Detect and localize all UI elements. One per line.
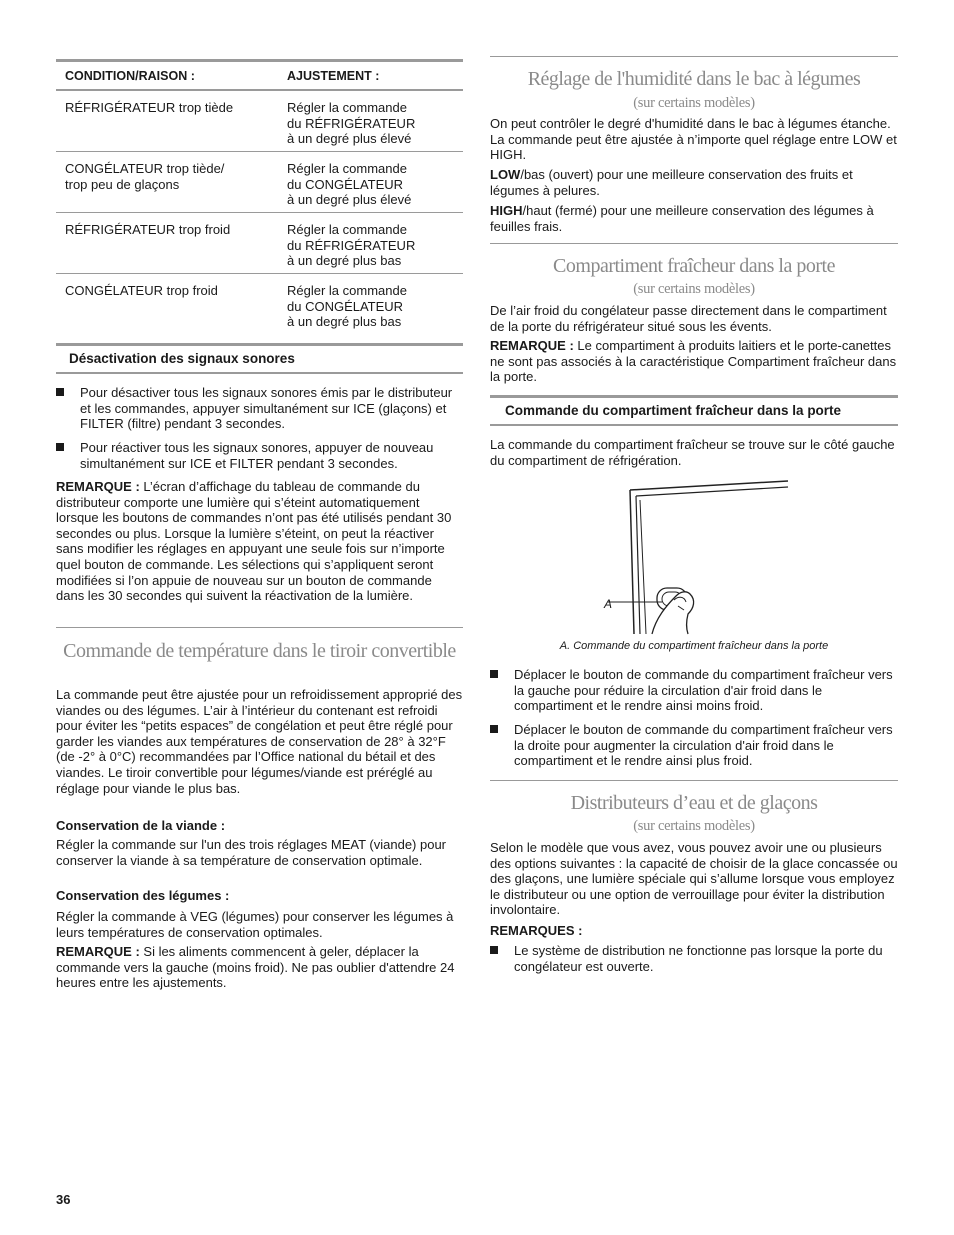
table-row [56,152,463,213]
water-subtitle: (sur certains modèles) [633,818,755,834]
hand-icon [652,592,694,634]
figure-label: A [604,597,613,611]
row-adjustment: Régler la commande du CONGÉLATEUR à un degré plus bas [287,283,407,330]
adjustment-table [56,59,463,334]
note-text: L’écran d’affichage du tableau de commande du distributeur comporte une lumière qui s’éteint automatiquement lorsque les boutons de commandes n’ont pas été utilisés pendant 30 secondes ou plus. Lorsque la lumière s’éteint, on peut la réactiver sans modifier les réglages en appuyant une seule fois sur n’importe quel bouton de commande. Les sélections qui s’appliquent seront modifiées si l’on appuie de nouveau sur un bouton de commande dans les 30 secondes qui suivent la réactivation de la lumière. [56,479,452,604]
note-label: REMARQUE : [56,944,140,959]
bullet-text: Déplacer le bouton de commande du compartiment fraîcheur vers la droite pour augmenter la circulation d'air froid dans le compartiment et le rendre ainsi plus froid. [514,722,893,769]
section-rule [490,780,898,781]
humidity-low [490,167,898,198]
fresh-control-text: La commande du compartiment fraîcheur se trouve sur le côté gauche du compartiment de réfrigération. [490,437,895,468]
low-text: /bas (ouvert) pour une meilleure conservation des fruits et légumes à pelures. [490,167,853,198]
door-panel-edge [640,500,646,634]
header-adjustment: AJUSTEMENT : [287,69,380,83]
fresh-title: Compartiment fraîcheur dans la porte [553,255,835,277]
humidity-title: Réglage de l'humidité dans le bac à légumes [527,68,861,90]
table-row [56,213,463,274]
row-condition: RÉFRIGÉRATEUR trop tiède [65,100,234,115]
row-condition: CONGÉLATEUR trop tiède/ trop peu de glaçons [65,161,225,192]
water-intro: Selon le modèle que vous avez, vous pouvez avoir une ou plusieurs des options suivantes : la capacité de choisir de la glace concassée ou des glaçons, une lumière spéciale qui s’allume lorsque vous employez le distributeur ou une option de verrouillage pour éviter la distribution involontaire. [490,840,898,918]
fresh-intro: De l’air froid du congélateur passe directement dans le compartiment de la porte du réfrigérateur situé sous les évents. [490,303,887,334]
low-label: LOW [490,167,521,182]
table-row [56,91,463,152]
section-rule [490,243,898,244]
page-number: 36 [56,1192,71,1207]
bullet-icon [56,388,64,396]
sound-subheading [56,343,463,374]
humidity-subtitle: (sur certains modèles) [633,95,755,111]
list-item [490,943,898,974]
section-rule [490,56,898,57]
bullet-text: Pour désactiver tous les signaux sonores émis par le distributeur et les commandes, appuyer simultanément sur ICE (glaçons) et FILTER (filtre) pendant 3 secondes. [80,385,453,432]
row-adjustment: Régler la commande du RÉFRIGÉRATEUR à un degré plus bas [287,222,416,269]
row-adjustment: Régler la commande du CONGÉLATEUR à un degré plus élevé [287,161,412,208]
humidity-intro: On peut contrôler le degré d'humidité dans le bac à légumes étanche. La commande peut être ajustée à n’importe quel réglage entre LOW et HIGH. [490,116,897,163]
high-label: HIGH [490,203,523,218]
fresh-subtitle: (sur certains modèles) [633,281,755,297]
sound-heading: Désactivation des signaux sonores [69,351,295,366]
drawer-note [56,944,463,991]
bullet-icon [56,443,64,451]
figure-caption: A. Commande du compartiment fraîcheur dans la porte [559,640,829,652]
note-label: REMARQUE : [490,338,574,353]
note-text: Si les aliments commencent à geler, déplacer la commande vers la gauche (moins froid). Ne pas oublier d'attendre 24 heures entre les ajustements. [56,944,455,991]
header-condition: CONDITION/RAISON : [65,69,195,83]
meat-label: Conservation de la viande : [56,818,226,833]
door-left-edge [630,490,634,634]
row-condition: RÉFRIGÉRATEUR trop froid [65,222,231,237]
table-header [56,62,463,91]
fresh-note [490,338,898,385]
table-row [56,274,463,334]
section-rule [56,627,463,628]
bullet-text: Pour réactiver tous les signaux sonores, appuyer de nouveau simultanément sur ICE et FILTER pendant 3 secondes. [80,440,434,471]
list-item [490,667,898,714]
subheading-rule [56,372,463,374]
list-item [56,440,463,471]
bullet-icon [490,725,498,733]
fresh-subheading-text: Commande du compartiment fraîcheur dans la porte [505,403,842,418]
veg-text: Régler la commande à VEG (légumes) pour conserver les légumes à leurs températures de conservation optimales. [56,909,454,940]
water-title: Distributeurs d’eau et de glaçons [570,792,818,814]
list-item [490,722,898,769]
fresh-subheading [490,395,898,426]
list-item [56,385,463,432]
veg-label: Conservation des légumes : [56,888,230,903]
subheading-rule [490,424,898,426]
meat-text: Régler la commande sur l'un des trois réglages MEAT (viande) pour conserver la viande à sa température de conservation optimale. [56,837,447,868]
high-text: /haut (fermé) pour une meilleure conservation des légumes à feuilles frais. [490,203,874,234]
humidity-high [490,203,898,234]
drawer-intro: La commande peut être ajustée pour un refroidissement approprié des viandes ou des légumes. L’air à l’intérieur du contenant est refroidi pour éviter les “petits espaces” de congélation et peut être réglé pour garder les viandes aux températures de conservation de 28° à 32°F (de -2° à 0°C) recommandées par l’Office national du bétail et des viandes. Le tiroir convertible pour légumes/viande est préréglé au réglage pour viande le plus bas. [56,687,463,796]
bullet-text: Le système de distribution ne fonctionne pas lorsque la porte du congélateur est ouverte. [514,943,883,974]
door-left-inner-edge [636,496,640,634]
bullet-icon [490,670,498,678]
row-adjustment: Régler la commande du RÉFRIGÉRATEUR à un degré plus élevé [287,100,416,147]
sound-note [56,479,463,604]
door-compartment-illustration [600,478,810,638]
drawer-title: Commande de température dans le tiroir convertible [63,640,456,662]
note-text: Le compartiment à produits laitiers et le porte-canettes ne sont pas associés à la caractéristique Compartiment fraîcheur dans la porte. [490,338,897,385]
note-label: REMARQUE : [56,479,140,494]
water-notes-label: REMARQUES : [490,923,583,938]
bullet-text: Déplacer le bouton de commande du compartiment fraîcheur vers la gauche pour réduire la circulation d'air froid dans le compartiment et le rendre ainsi moins froid. [514,667,893,714]
row-condition: CONGÉLATEUR trop froid [65,283,218,298]
bullet-icon [490,946,498,954]
